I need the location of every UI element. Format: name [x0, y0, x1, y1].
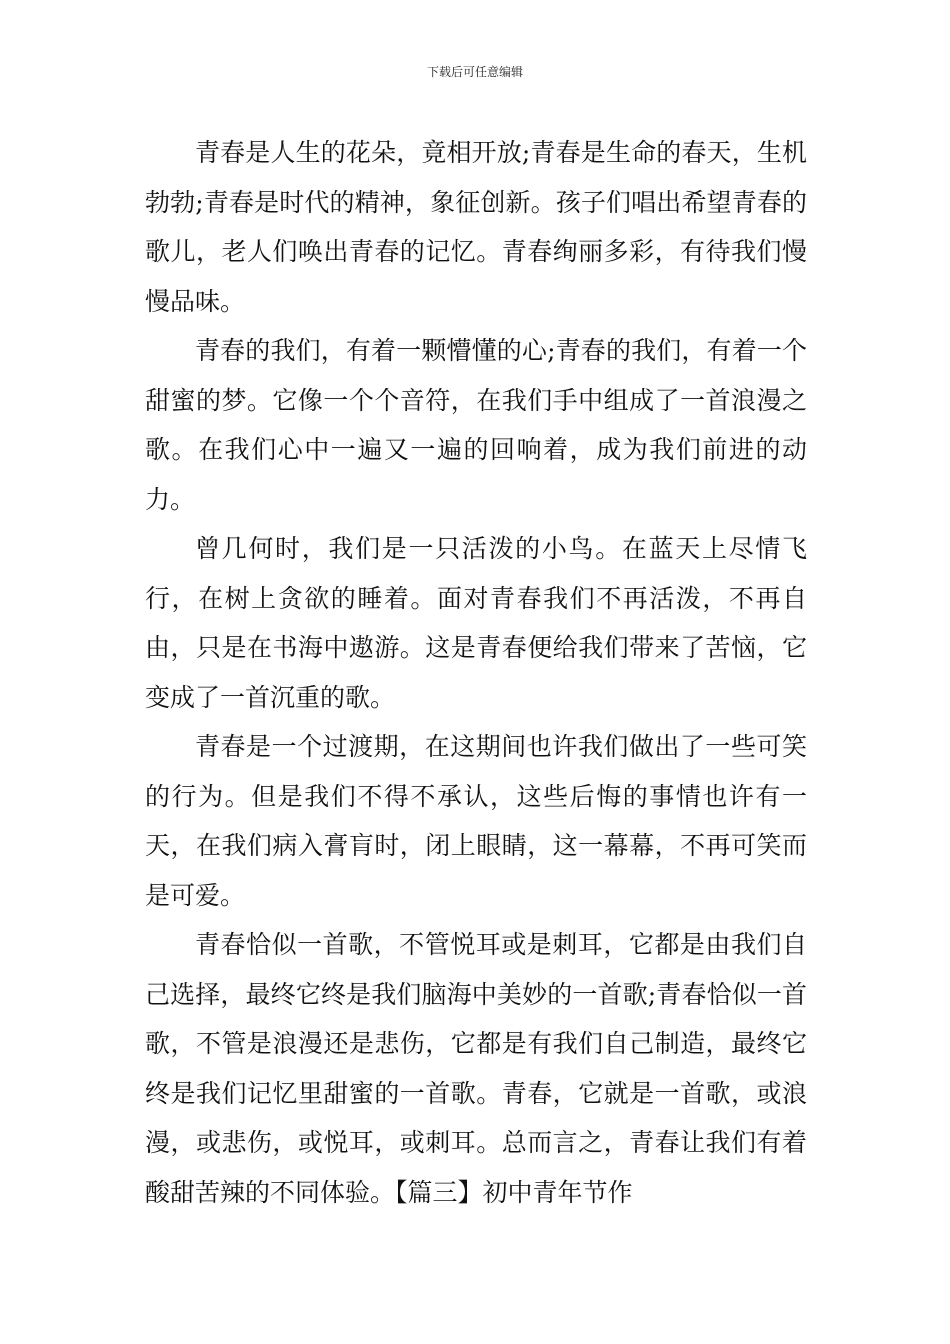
- paragraph-2: 青春的我们，有着一颗懵懂的心;青春的我们，有着一个甜蜜的梦。它像一个个音符，在我们手中组成了一首浪漫之歌。在我们心中一遍又一遍的回响着，成为我们前进的动力。: [145, 336, 807, 514]
- paragraph-1: 青春是人生的花朵，竟相开放;青春是生命的春天，生机勃勃;青春是时代的精神，象征创新。孩子们唱出希望青春的歌儿，老人们唤出青春的记忆。青春绚丽多彩，有待我们慢慢品味。: [145, 138, 807, 316]
- page-header-note: 下载后可任意编辑: [426, 65, 523, 79]
- paragraph-4: 青春是一个过渡期，在这期间也许我们做出了一些可笑的行为。但是我们不得不承认，这些后悔的事情也许有一天，在我们病入膏肓时，闭上眼睛，这一幕幕，不再可笑而是可爱。: [145, 732, 807, 910]
- paragraph-5: 青春恰似一首歌，不管悦耳或是刺耳，它都是由我们自己选择，最终它终是我们脑海中美妙的一首歌;青春恰似一首歌，不管是浪漫还是悲伤，它都是有我们自己制造，最终它终是我们记忆里甜蜜的一首歌。青春，它就是一首歌，或浪漫，或悲伤，或悦耳，或刺耳。总而言之，青春让我们有着酸甜苦辣的不同体验。【篇三】初中青年节作: [145, 930, 807, 1207]
- paragraph-3: 曾几何时，我们是一只活泼的小鸟。在蓝天上尽情飞行，在树上贪欲的睡着。面对青春我们不再活泼，不再自由，只是在书海中遨游。这是青春便给我们带来了苦恼，它变成了一首沉重的歌。: [145, 534, 807, 712]
- document-body: [145, 128, 807, 1217]
